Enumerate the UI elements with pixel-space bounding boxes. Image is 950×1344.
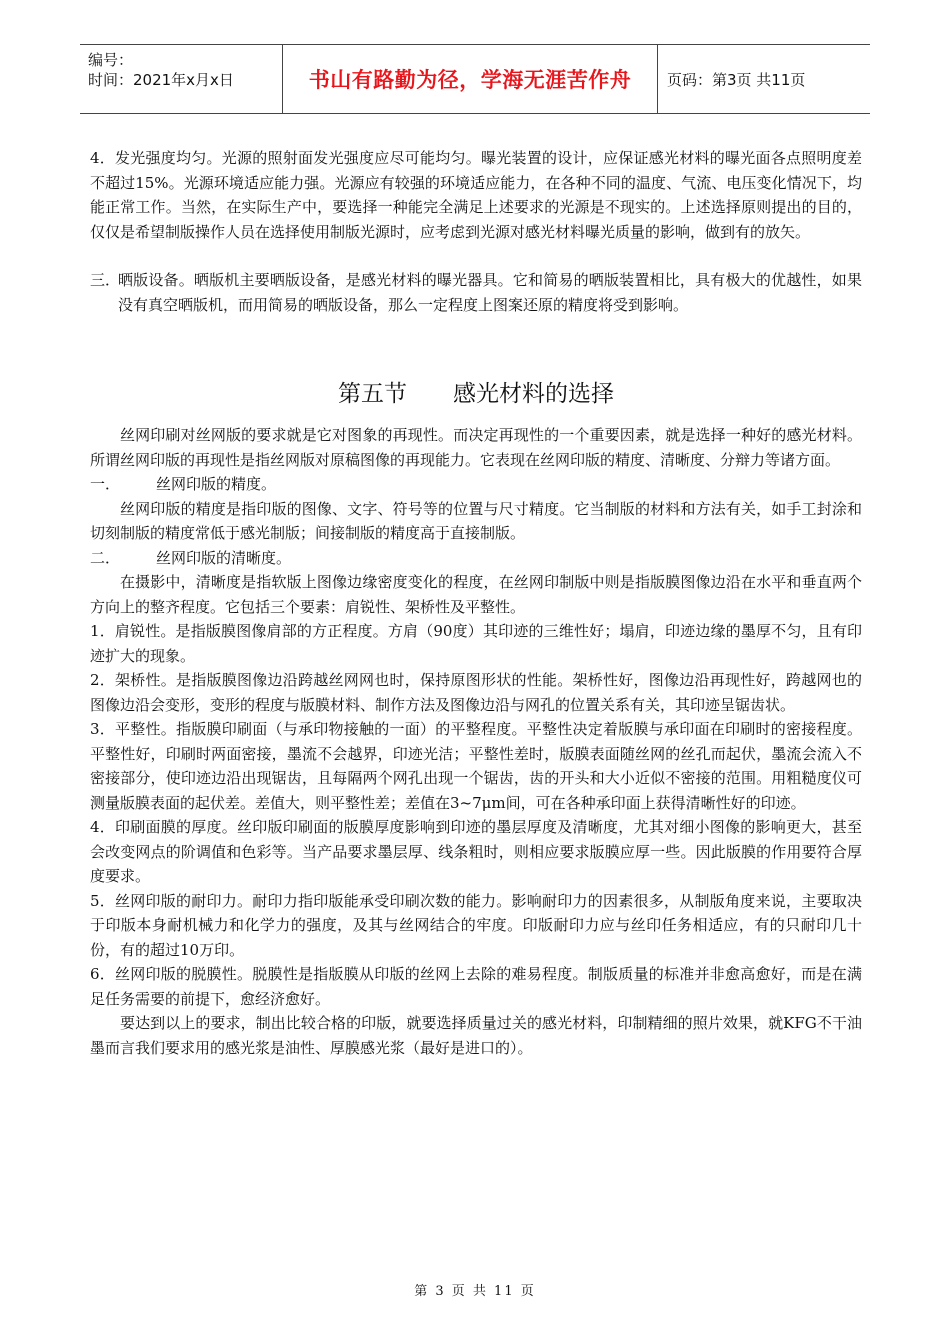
section-name: 感光材料的选择 <box>453 381 614 407</box>
header-motto: 书山有路勤为径，学海无涯苦作舟 <box>283 45 658 113</box>
list-text: 丝网印版的清晰度。 <box>156 548 292 567</box>
list-text: 晒版设备。晒版机主要晒版设备，是感光材料的曝光器具。它和简易的晒版装置相比，具有极大的优越性，如果没有真空晒版机，而用简易的晒版设备，那么一定程度上图案还原的精度将受到影响。 <box>118 271 862 314</box>
paragraph-item-3: 3．平整性。指版膜印刷面（与承印物接触的一面）的平整程度。平整性决定着版膜与承印面在印刷时的密接程度。平整性好，印刷时两面密接，墨流不会越界，印迹光洁；平整性差时，版膜表面随丝网的丝孔而起伏，墨流会流入不密接部分，使印迹边沿出现锯齿，且每隔两个网孔出现一个锯齿，齿的开头和大小近似不密接的范围。用粗糙度仪可测量版膜表面的起伏差。差值大，则平整性差；差值在3~7μm间，可在各种承印面上获得清晰性好的印迹。 <box>90 720 862 812</box>
document-body <box>90 146 862 1060</box>
paragraph-clarity: 在摄影中，清晰度是指软版上图像边缘密度变化的程度，在丝网印制版中则是指版膜图像边沿在水平和垂直两个方向上的整齐程度。它包括三个要素：肩锐性、架桥性及平整性。 <box>90 573 862 616</box>
paragraph-item-4: 4．印刷面膜的厚度。丝印版印刷面的版膜厚度影响到印迹的墨层厚度及清晰度，尤其对细小图像的影响更大，甚至会改变网点的阶调值和色彩等。当产品要求墨层厚、线条粗时，则相应要求版膜应厚一些。因此版膜的作用要符合厚度要求。 <box>90 818 862 885</box>
list-number: 二． <box>90 548 121 567</box>
paragraph-item-5: 5．丝网印版的耐印力。耐印力指印版能承受印刷次数的能力。影响耐印力的因素很多，从制版角度来说，主要取决于印版本身耐机械力和化学力的强度，及其与丝网结合的牢度。印版耐印力应与丝印任务相适应，有的只耐印几十份，有的超过10万印。 <box>90 891 862 959</box>
paragraph-precision: 丝网印版的精度是指印版的图像、文字、符号等的位置与尺寸精度。它当制版的材料和方法有关，如手工封涂和切刻制版的精度常低于感光制版；间接制版的精度高于直接制版。 <box>90 499 862 542</box>
page-header <box>80 44 870 114</box>
page-footer: 第 3 页 共 11 页 <box>414 1284 536 1299</box>
header-page-label: 页码：第3页 共11页 <box>667 70 806 89</box>
section-title <box>90 379 862 409</box>
paragraph-item-1: 1．肩锐性。是指版膜图像肩部的方正程度。方肩（90度）其印迹的三维性好；塌肩，印迹边缘的墨厚不匀，且有印迹扩大的现象。 <box>90 622 862 665</box>
list-text: 丝网印版的精度。 <box>156 475 277 493</box>
list-number: 三． <box>90 271 121 289</box>
document-time-label: 时间：2021年x月x日 <box>88 71 234 89</box>
paragraph-item-6: 6．丝网印版的脱膜性。脱膜性是指版膜从印版的丝网上去除的难易程度。制版质量的标准并非愈高愈好，而是在满足任务需要的前提下，愈经济愈好。 <box>90 965 862 1008</box>
header-left-cell <box>80 45 283 113</box>
section-number: 第五节 <box>338 381 407 407</box>
list-item-printing-equipment <box>90 268 862 317</box>
paragraph-intro: 丝网印刷对丝网版的要求就是它对图象的再现性。而决定再现性的一个重要因素，就是选择一种好的感光材料。所谓丝网印版的再现性是指丝网版对原稿图像的再现能力。它表现在丝网印版的精度、清晰度、分辩力等诸方面。 <box>90 426 862 469</box>
paragraph-conclusion: 要达到以上的要求，制出比较合格的印版，就要选择质量过关的感光材料，印制精细的照片效果，就KFG不干油墨而言我们要求用的感光浆是油性、厚膜感光浆（最好是进口的）。 <box>90 1014 862 1057</box>
paragraph-item-2: 2．架桥性。是指版膜图像边沿跨越丝网网也时，保持原图形状的性能。架桥性好，图像边沿再现性好，跨越网也的图像边沿会变形，变形的程度与版膜材料、制作方法及图像边沿与网孔的位置关系有关，其印迹呈锯齿状。 <box>90 671 862 714</box>
list-item-precision-heading <box>90 472 862 497</box>
list-number: 一． <box>90 475 121 493</box>
list-item-clarity-heading <box>90 546 862 571</box>
paragraph-light-uniformity: 4．发光强度均匀。光源的照射面发光强度应尽可能均匀。曝光装置的设计，应保证感光材料的曝光面各点照明度差不超过15%。光源环境适应能力强。光源应有较强的环境适应能力，在各种不同的温度、气流、电压变化情况下，均能正常工作。当然，在实际生产中，要选择一种能完全满足上述要求的光源是不现实的。上述选择原则提出的目的，仅仅是希望制版操作人员在选择使用制版光源时，应考虑到光源对感光材料曝光质量的影响，做到有的放矢。 <box>90 149 862 241</box>
document-number-label: 编号： <box>88 51 134 69</box>
